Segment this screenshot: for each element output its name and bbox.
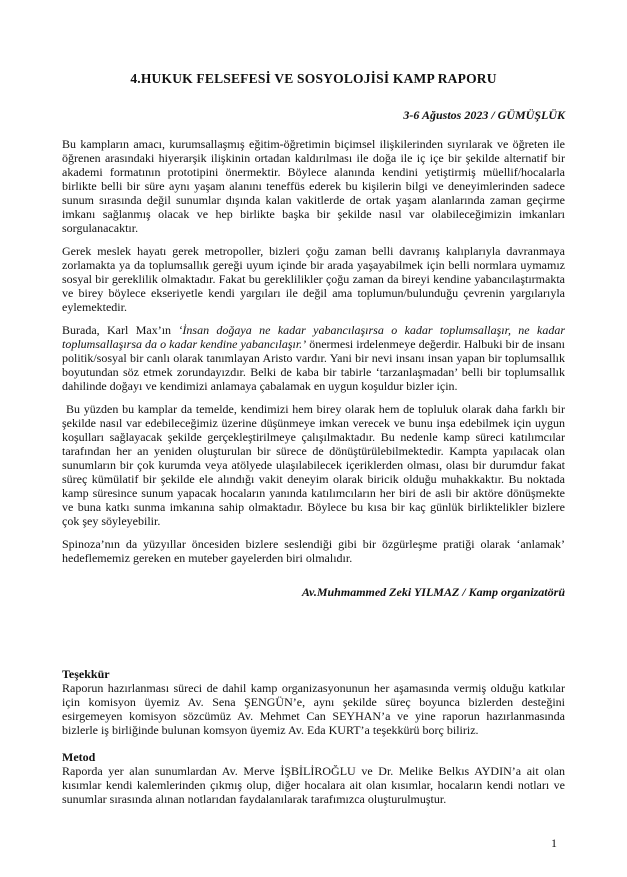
- tesekkur-heading: Teşekkür: [62, 667, 110, 681]
- report-date: 3-6 Ağustos 2023 / GÜMÜŞLÜK: [403, 108, 565, 122]
- body-paragraph-society: Gerek meslek hayatı gerek metropoller, bizleri çoğu zaman belli davranış kalıplarıyla davranmaya zorlamakta ya da toplumsallık gereği uyum içinde bir arada yaşayabilmek için belli normlara uymamız sosyal bir gereklilik olmaktadır. Fakat bu gereklilikler çoğu zaman da bireyi kendine yabancılaştırmakta ve birey böylece ekseriyetle kendi yargıları ile değil ama toplumun/bulunduğu çevrenin yargılarıyla eylemektedir.: [62, 244, 565, 314]
- report-title: 4.HUKUK FELSEFESİ VE SOSYOLOJİSİ KAMP RAPORU: [130, 71, 497, 86]
- tesekkur-text: Raporun hazırlanması süreci de dahil kamp organizasyonunun her aşamasında vermiş olduğu katkılar için komisyon üyemiz Av. Sena ŞENGÜN’e, aynı şekilde süreç boyunca bizlerden desteğini esirgemeyen komisyon sözcümüz Av. Mehmet Can SEYHAN’a ve yine raporun hazırlanmasında bizlerle iş birliğinde bulunan komsyon üyemiz Av. Eda KURT’a teşekkürü borç biliriz.: [62, 681, 565, 737]
- section-tesekkur: [62, 667, 565, 737]
- section-metod: [62, 750, 565, 806]
- body-paragraph-marx: [62, 323, 565, 393]
- marx-quote: ‘İnsan doğaya ne kadar yabancılaşırsa o kadar toplumsallaşır, ne kadar toplumsallaşırsa da o kadar kendine yabancılaşır.’: [62, 323, 565, 351]
- metod-text: Raporda yer alan sunumlardan Av. Merve İŞBİLİROĞLU ve Dr. Melike Belkıs AYDIN’a ait olan kısımlar kendi kalemlerinden çıkmış olup, diğer hocalara ait olan kısımlar, hocaların kendi notları ve sunumlar sırasında alınan notlarıdan faydalanılarak tarafımızca oluşturulmuştur.: [62, 764, 565, 806]
- page-number: 1: [551, 836, 557, 850]
- organizer-signature: Av.Muhmammed Zeki YILMAZ / Kamp organizatörü: [301, 585, 565, 599]
- body-paragraph-purpose: Bu kampların amacı, kurumsallaşmış eğitim-öğretimin biçimsel ilişkilerinden sıyrılarak ve öğreten ile öğrenen arasındaki hiyerarşik ilişkinin ortadan kaldırılması ile doğa ile iç içe bir şekilde alternatif bir akademi formatının prototipini önermektir. Böylece alanında kendini yetiştirmiş müellif/hocalarla birlikte belli bir süre aynı yaşam alanını teneffüs ederek bu kişilerin bilgi ve deneyimlerinden sadece sunum sırasında değil sunumlar dışında kalan vakitlerde de ortak yaşam alanlarında zaman geçirme imkanı sağlanmış olacak ve hep birlikte başka bir şekilde nasıl var olabileceğimizin imkanları sorgulanacaktır.: [62, 137, 565, 235]
- metod-heading: Metod: [62, 750, 96, 764]
- marx-paragraph-suffix: önermesi irdelenmeye değerdir. Halbuki bir de insanı politik/sosyal bir canlı olarak tanımlayan Aristo vardır. Yani bir nevi insanı insan yapan bir toplumsallık boyutundan söz etmek zorundayızdır. Belki de kaba bir tabirle ‘tarzanlaşmadan’ belli bir toplumsallık dahilinde doğayı ve kendimizi anlamaya çabalamak en uygun koşuldur bizler için.: [62, 337, 566, 393]
- body-paragraph-camp-process: Bu yüzden bu kamplar da temelde, kendimizi hem birey olarak hem de topluluk olarak daha farklı bir şekilde nasıl var edebileceğimiz üzerine düşünmeye imkan verecek ve bunu inşa edebilmek için uygun koşulları sağlayacak şekilde gerçekleştirilmeye çalışılmaktadır. Bu nedenle kamp süreci katılımcılar tarafından her an yeniden oluşturulan bir sürece de dönüştürülebilmektedir. Kampta yapılacak olan sunumların bir çok kurumda veya atölyede ulaşılabilecek içeriklerden olması, olası bir durumdur fakat süreç kümülatif bir şekilde ele alındığı vakit deneyim olarak biricik olduğu muhakkaktır. Bu noktada kamp süresince sunum yapacak hocaların yanında katılımcıların her biri de asli bir aktöre dönüşmekte ve buna katkı sunma imkanına sahip olmaktadır. Böylece bu kısa bir kaç günlük birliktelikler bizlere çok şey söyleyebilir.: [62, 402, 565, 528]
- body-paragraph-spinoza: Spinoza’nın da yüzyıllar öncesiden bizlere seslendiği gibi bir özgürleşme pratiği olarak ‘anlamak’ hedeflememiz gereken en muteber gayelerden biri olmalıdır.: [62, 537, 565, 565]
- marx-paragraph-prefix: Burada, Karl Max’ın: [62, 323, 179, 337]
